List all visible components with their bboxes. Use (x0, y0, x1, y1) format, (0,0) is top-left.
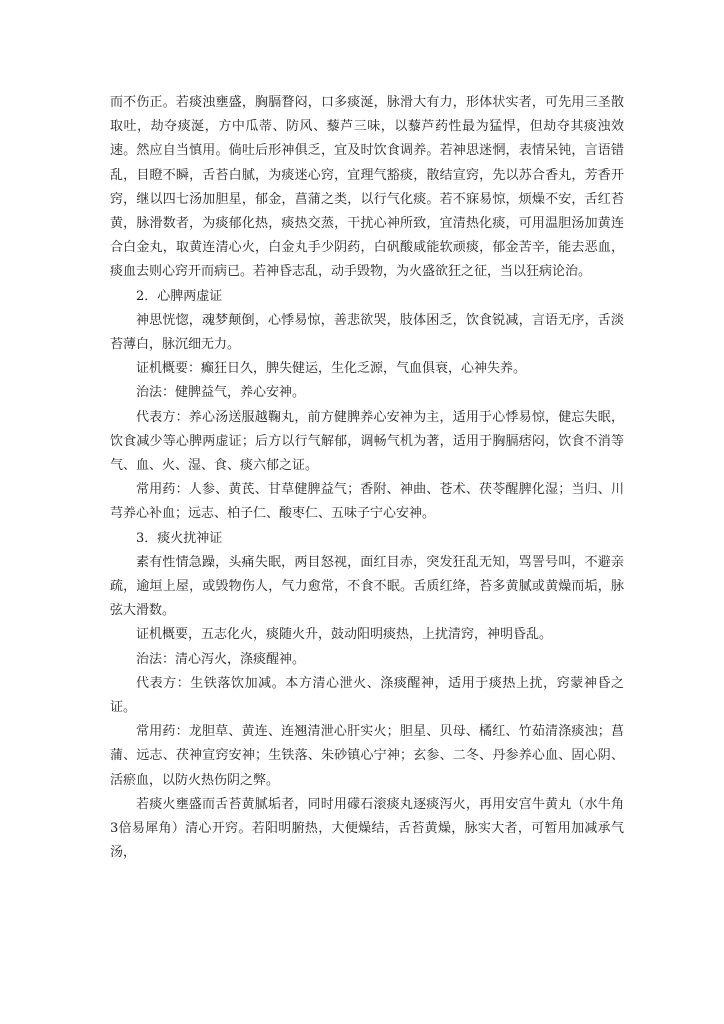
paragraph-symptoms: 神思恍惚，魂梦颠倒，心悸易惊，善悲欲哭，肢体困乏，饮食锐减，言语无序，舌淡苔薄白，脉沉细无力。 (110, 312, 624, 353)
paragraph-treatment: 治法：健脾益气，养心安神。 (136, 385, 306, 401)
paragraph-formula: 代表方：养心汤送服越鞠丸，前方健脾养心安神为主，适用于心悸易惊，健忘失眠，饮食减少等心脾两虚证；后方以行气解郁，调畅气机为著，适用于胸膈痞闷，饮食不消等气、血、火、湿、食、痰六郁之证。 (110, 409, 624, 474)
body-text (110, 91, 624, 866)
paragraph-pathogenesis: 证机概要，五志化火，痰随火升，鼓动阳明痰热，上扰清窍，神明昏乱。 (136, 627, 553, 643)
section-heading-heart-spleen: 2．心脾两虚证 (136, 288, 223, 304)
paragraph-herbs: 常用药：龙胆草、黄连、连翘清泄心肝实火；胆星、贝母、橘红、竹茹清涤痰浊；菖蒲、远志、茯神宣窍安神；生铁落、朱砂镇心宁神；玄参、二冬、丹参养心血、固心阴、活瘀血，以防火热伤阴之弊。 (110, 724, 624, 788)
paragraph-formula: 代表方：生铁落饮加减。本方清心泄火、涤痰醒神，适用于痰热上扰，窍蒙神昏之证。 (110, 675, 624, 716)
section-heading-phlegm-fire: 3．痰火扰神证 (136, 530, 223, 546)
paragraph-herbs: 常用药：人参、黄芪、甘草健脾益气；香附、神曲、苍术、茯苓醒脾化湿；当归、川芎养心补血；远志、柏子仁、酸枣仁、五味子宁心安神。 (110, 482, 624, 522)
paragraph-symptoms: 素有性情急躁，头痛失眠，两目怒视，面红目赤，突发狂乱无知，骂詈号叫，不避亲疏，逾垣上屋，或毁物伤人，气力愈常，不食不眠。舌质红绛，苔多黄腻或黄燥而垢，脉弦大滑数。 (110, 554, 624, 619)
paragraph-pathogenesis: 证机概要：癫狂日久，脾失健运，生化乏源，气血俱衰，心神失养。 (136, 361, 527, 377)
paragraph-variation: 若痰火壅盛而舌苔黄腻垢者，同时用礞石滚痰丸逐痰泻火，再用安宫牛黄丸（水牛角3倍易犀角）清心开窍。若阳明腑热，大便燥结，舌苔黄燥，脉实大者，可暂用加减承气汤， (110, 796, 624, 861)
paragraph-treatment: 治法：清心泻火，涤痰醒神。 (136, 651, 306, 667)
paragraph-continuation: 而不伤正。若痰浊壅盛，胸膈瞀闷，口多痰涎，脉滑大有力，形体状实者，可先用三圣散取吐，劫夺痰涎，方中瓜蒂、防风、藜芦三味，以藜芦药性最为猛悍，但劫夺其痰浊效速。然应自当慎用。倘吐后形神俱乏，宜及时饮食调养。若神思迷惘，表情呆钝，言语错乱，目瞪不瞬，舌苔白腻，为痰迷心窍，宜理气豁痰，散结宣窍，先以苏合香丸，芳香开窍，继以四七汤加胆星，郁金，菖蒲之类，以行气化痰。若不寐易惊，烦燥不安，舌红苔黄，脉滑数者，为痰郁化热，痰热交蒸，干扰心神所致，宜清热化痰，可用温胆汤加黄连合白金丸，取黄连清心火，白金丸手少阴药，白矾酸咸能软顽痰，郁金苦辛，能去恶血，痰血去则心窍开而病已。若神昏志乱，动手毁物，为火盛欲狂之征，当以狂病论治。 (110, 95, 624, 280)
